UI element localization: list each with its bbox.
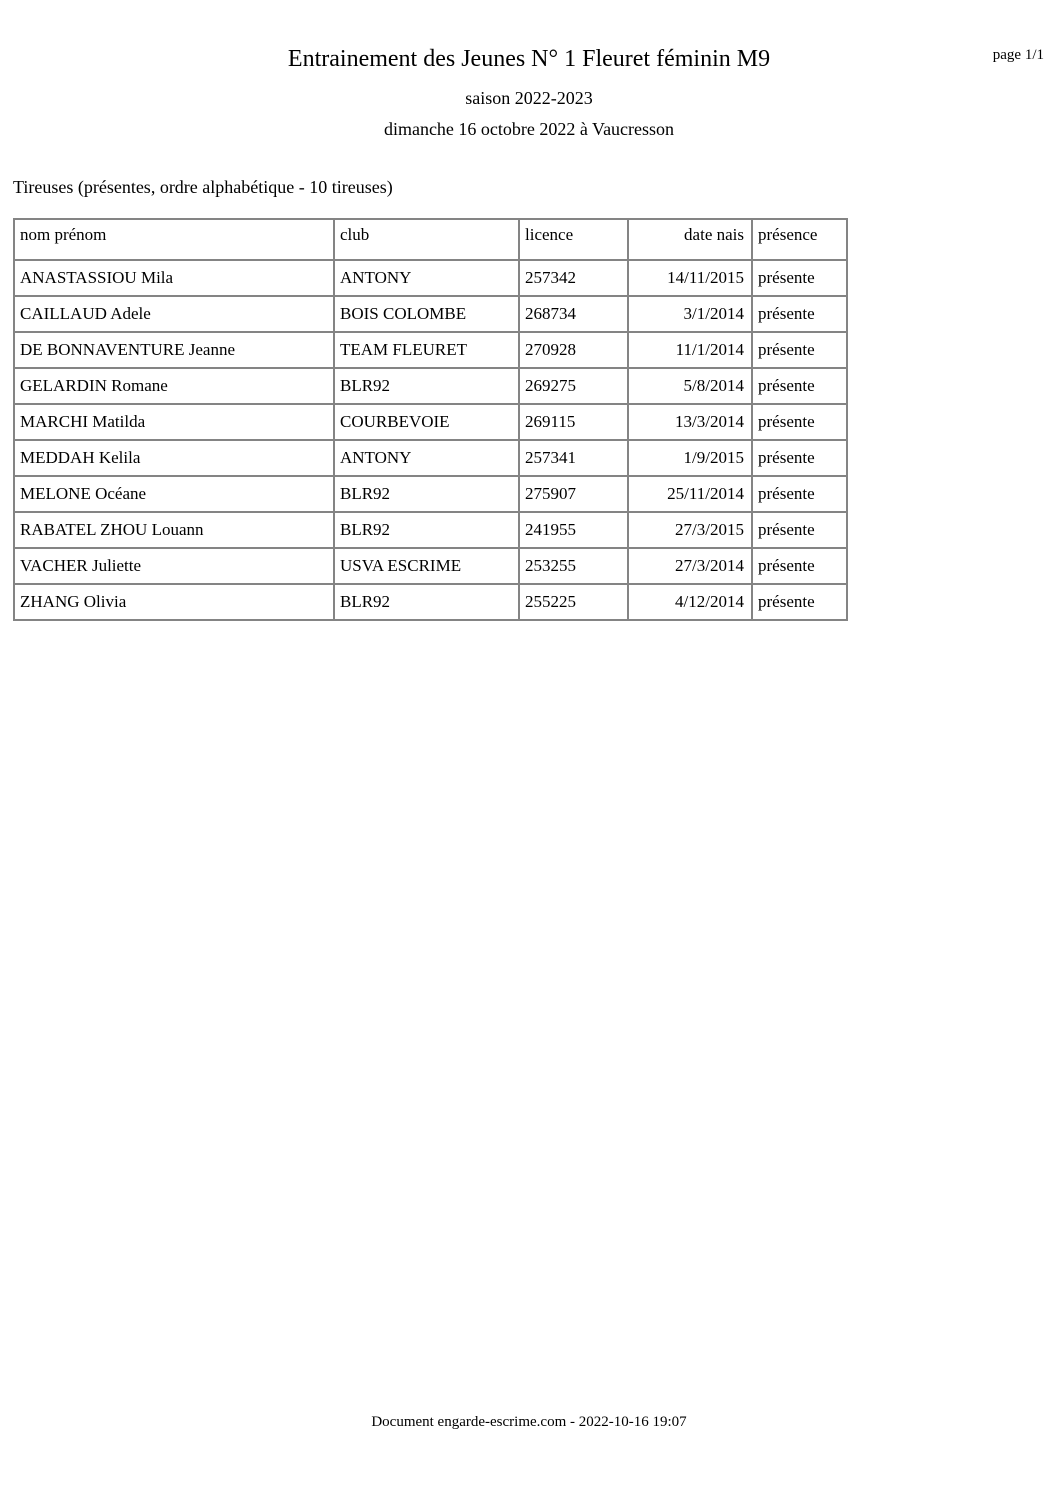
table-row: [14, 368, 847, 404]
page-indicator: page 1/1: [992, 47, 1044, 63]
table-header-row: [14, 219, 847, 260]
table-cell-licence: 257341: [519, 440, 628, 476]
table-cell-licence: 253255: [519, 548, 628, 584]
column-header-club: club: [334, 219, 519, 260]
table-cell-date-nais: 5/8/2014: [628, 368, 752, 404]
table-cell-presence: présente: [752, 404, 847, 440]
roster-table-body: [14, 260, 847, 620]
table-cell-club: ANTONY: [334, 440, 519, 476]
table-cell-licence: 270928: [519, 332, 628, 368]
table-cell-club: BLR92: [334, 512, 519, 548]
table-cell-date-nais: 27/3/2015: [628, 512, 752, 548]
table-cell-presence: présente: [752, 476, 847, 512]
table-cell-club: BOIS COLOMBE: [334, 296, 519, 332]
table-cell-name: ZHANG Olivia: [14, 584, 334, 620]
column-header-licence: licence: [519, 219, 628, 260]
table-row: [14, 548, 847, 584]
roster-table: [13, 218, 848, 621]
table-cell-club: ANTONY: [334, 260, 519, 296]
table-cell-licence: 269275: [519, 368, 628, 404]
table-cell-name: GELARDIN Romane: [14, 368, 334, 404]
table-row: [14, 584, 847, 620]
table-row: [14, 440, 847, 476]
table-cell-club: BLR92: [334, 584, 519, 620]
table-cell-licence: 255225: [519, 584, 628, 620]
column-header-date-nais: date nais: [628, 219, 752, 260]
table-cell-name: VACHER Juliette: [14, 548, 334, 584]
season-line: saison 2022-2023: [465, 88, 593, 108]
table-row: [14, 332, 847, 368]
table-cell-club: BLR92: [334, 476, 519, 512]
table-cell-date-nais: 3/1/2014: [628, 296, 752, 332]
table-cell-name: MELONE Océane: [14, 476, 334, 512]
table-cell-name: ANASTASSIOU Mila: [14, 260, 334, 296]
table-cell-name: RABATEL ZHOU Louann: [14, 512, 334, 548]
table-cell-presence: présente: [752, 368, 847, 404]
table-cell-date-nais: 14/11/2015: [628, 260, 752, 296]
table-row: [14, 260, 847, 296]
table-cell-presence: présente: [752, 332, 847, 368]
column-header-name: nom prénom: [14, 219, 334, 260]
table-cell-date-nais: 1/9/2015: [628, 440, 752, 476]
table-row: [14, 404, 847, 440]
table-cell-licence: 268734: [519, 296, 628, 332]
column-header-presence: présence: [752, 219, 847, 260]
table-cell-club: BLR92: [334, 368, 519, 404]
table-cell-name: DE BONNAVENTURE Jeanne: [14, 332, 334, 368]
date-location-line: dimanche 16 octobre 2022 à Vaucresson: [383, 119, 675, 139]
table-cell-name: MEDDAH Kelila: [14, 440, 334, 476]
table-cell-name: CAILLAUD Adele: [14, 296, 334, 332]
section-heading: Tireuses (présentes, ordre alphabétique - 10 tireuses): [13, 177, 393, 197]
table-cell-presence: présente: [752, 260, 847, 296]
table-cell-club: USVA ESCRIME: [334, 548, 519, 584]
roster-table-head: [14, 219, 847, 260]
table-cell-date-nais: 4/12/2014: [628, 584, 752, 620]
page-title: Entrainement des Jeunes N° 1 Fleuret féminin M9: [287, 46, 771, 72]
table-row: [14, 512, 847, 548]
table-row: [14, 476, 847, 512]
table-cell-licence: 257342: [519, 260, 628, 296]
table-cell-date-nais: 27/3/2014: [628, 548, 752, 584]
table-cell-presence: présente: [752, 440, 847, 476]
table-cell-name: MARCHI Matilda: [14, 404, 334, 440]
table-cell-licence: 269115: [519, 404, 628, 440]
table-cell-presence: présente: [752, 296, 847, 332]
table-cell-presence: présente: [752, 548, 847, 584]
table-cell-club: COURBEVOIE: [334, 404, 519, 440]
table-cell-date-nais: 11/1/2014: [628, 332, 752, 368]
table-cell-date-nais: 25/11/2014: [628, 476, 752, 512]
table-cell-presence: présente: [752, 512, 847, 548]
table-cell-licence: 241955: [519, 512, 628, 548]
document-footer: Document engarde-escrime.com - 2022-10-16 19:07: [371, 1414, 687, 1430]
table-cell-club: TEAM FLEURET: [334, 332, 519, 368]
table-cell-date-nais: 13/3/2014: [628, 404, 752, 440]
table-cell-licence: 275907: [519, 476, 628, 512]
table-row: [14, 296, 847, 332]
table-cell-presence: présente: [752, 584, 847, 620]
